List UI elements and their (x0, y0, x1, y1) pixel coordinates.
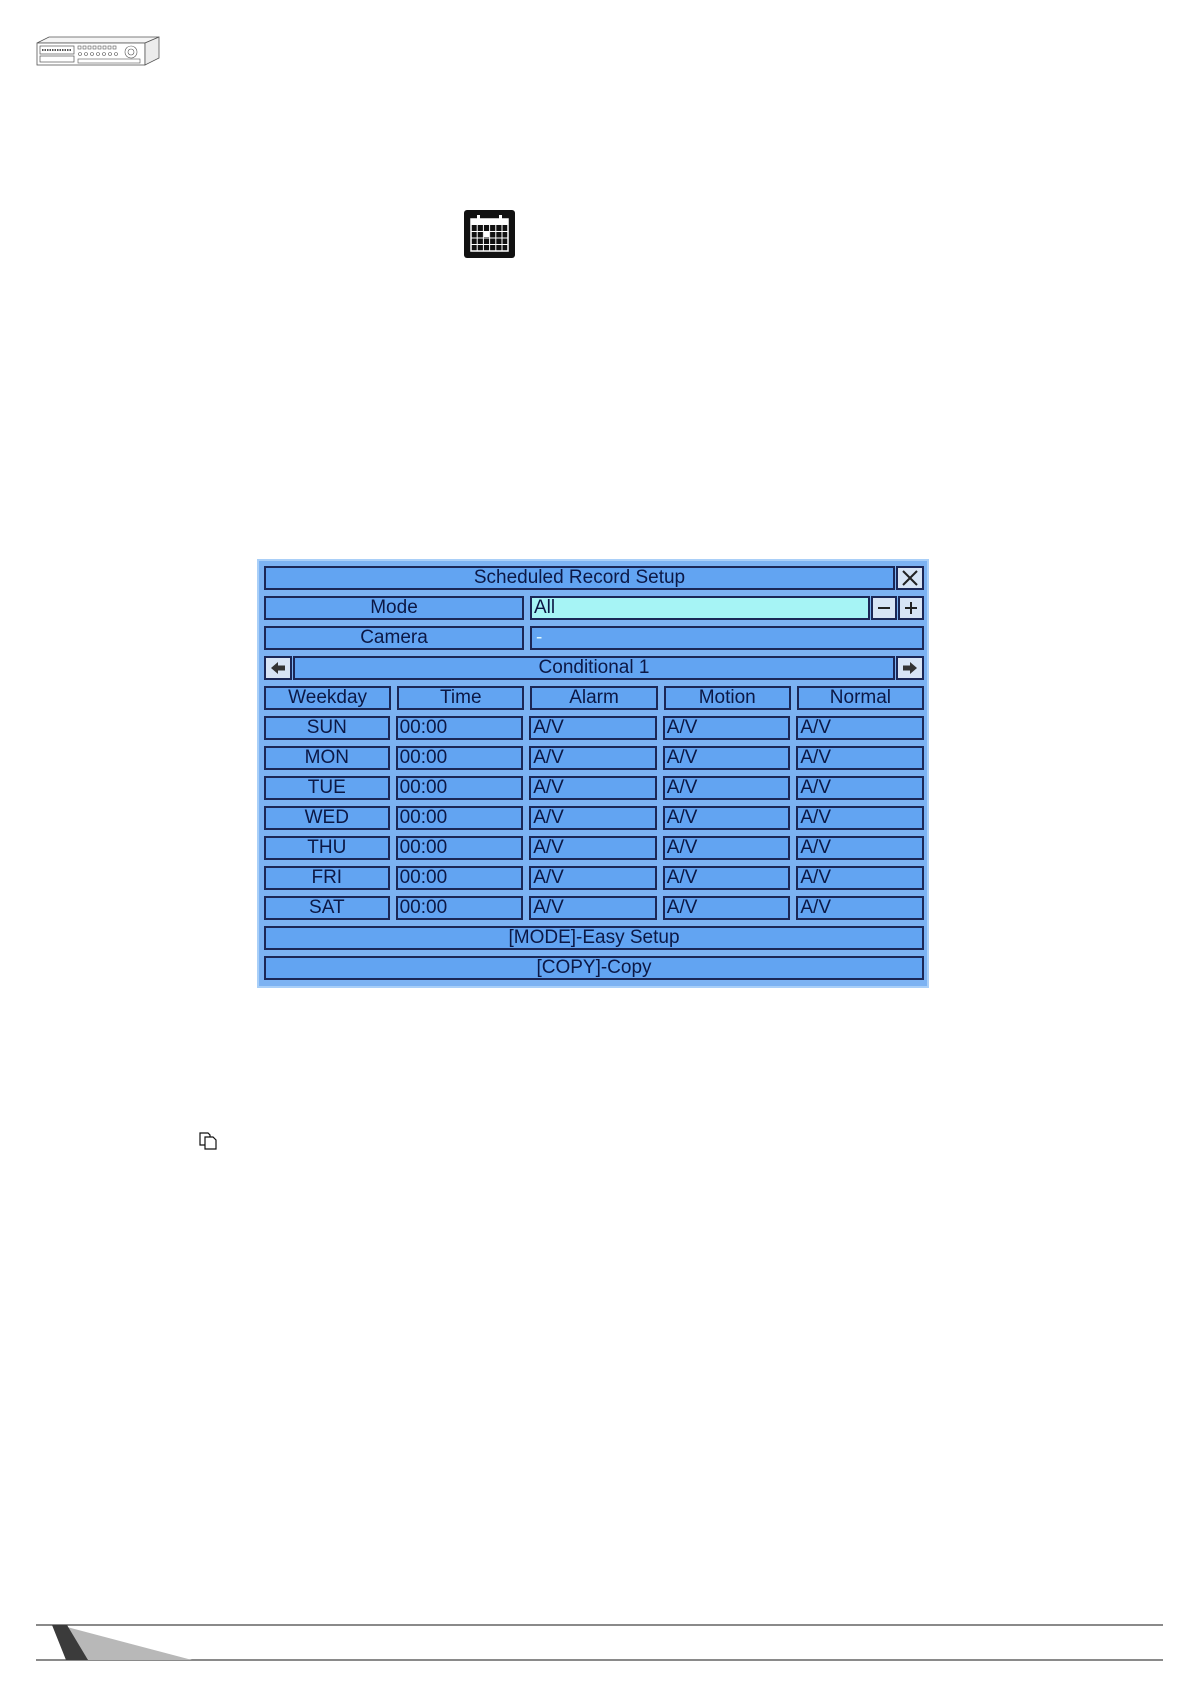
close-icon (901, 570, 919, 586)
column-header-alarm: Alarm (530, 686, 657, 710)
table-header (264, 686, 924, 710)
scheduled-record-setup-dialog (257, 559, 929, 988)
easy-setup-row (264, 926, 924, 950)
condition-label: Conditional 1 (293, 656, 895, 680)
mode-label: Mode (264, 596, 524, 620)
motion-cell[interactable]: A/V (663, 746, 791, 770)
time-cell[interactable]: 00:00 (396, 866, 524, 890)
column-header-weekday: Weekday (264, 686, 391, 710)
plus-icon (903, 600, 919, 616)
arrow-right-icon (901, 660, 919, 676)
motion-cell[interactable]: A/V (663, 776, 791, 800)
previous-condition-button[interactable] (264, 656, 292, 680)
camera-label: Camera (264, 626, 524, 650)
camera-row (264, 626, 924, 650)
table-row (264, 836, 924, 860)
condition-row (264, 656, 924, 680)
table-row (264, 806, 924, 830)
time-cell[interactable]: 00:00 (396, 746, 524, 770)
weekday-cell[interactable]: SAT (264, 896, 390, 920)
table-row (264, 716, 924, 740)
normal-cell[interactable]: A/V (796, 866, 924, 890)
column-header-normal: Normal (797, 686, 924, 710)
alarm-cell[interactable]: A/V (529, 836, 657, 860)
table-row (264, 866, 924, 890)
normal-cell[interactable]: A/V (796, 896, 924, 920)
calendar-schedule-icon (464, 210, 515, 258)
motion-cell[interactable]: A/V (663, 836, 791, 860)
motion-cell[interactable]: A/V (663, 806, 791, 830)
alarm-cell[interactable]: A/V (529, 866, 657, 890)
time-cell[interactable]: 00:00 (396, 896, 524, 920)
next-condition-button[interactable] (896, 656, 924, 680)
footer-stripe-graphic (0, 1615, 1191, 1665)
normal-cell[interactable]: A/V (796, 836, 924, 860)
weekday-cell[interactable]: THU (264, 836, 390, 860)
normal-cell[interactable]: A/V (796, 746, 924, 770)
minus-icon (876, 600, 892, 616)
weekday-cell[interactable]: SUN (264, 716, 390, 740)
alarm-cell[interactable]: A/V (529, 746, 657, 770)
motion-cell[interactable]: A/V (663, 896, 791, 920)
alarm-cell[interactable]: A/V (529, 716, 657, 740)
copy-button[interactable]: [COPY]-Copy (264, 956, 924, 980)
motion-cell[interactable]: A/V (663, 716, 791, 740)
normal-cell[interactable]: A/V (796, 716, 924, 740)
weekday-cell[interactable]: TUE (264, 776, 390, 800)
alarm-cell[interactable]: A/V (529, 896, 657, 920)
table-row (264, 746, 924, 770)
column-header-motion: Motion (664, 686, 791, 710)
table-row (264, 776, 924, 800)
arrow-left-icon (269, 660, 287, 676)
time-cell[interactable]: 00:00 (396, 836, 524, 860)
normal-cell[interactable]: A/V (796, 776, 924, 800)
mode-row (264, 596, 924, 620)
weekday-cell[interactable]: MON (264, 746, 390, 770)
copy-row (264, 956, 924, 980)
copy-icon (198, 1132, 218, 1150)
alarm-cell[interactable]: A/V (529, 806, 657, 830)
normal-cell[interactable]: A/V (796, 806, 924, 830)
mode-value-field[interactable]: All (530, 596, 870, 620)
time-cell[interactable]: 00:00 (396, 716, 524, 740)
mode-decrement-button[interactable] (871, 596, 897, 620)
weekday-cell[interactable]: FRI (264, 866, 390, 890)
time-cell[interactable]: 00:00 (396, 776, 524, 800)
weekday-cell[interactable]: WED (264, 806, 390, 830)
camera-value-field[interactable]: - (530, 626, 924, 650)
table-row (264, 896, 924, 920)
time-cell[interactable]: 00:00 (396, 806, 524, 830)
mode-increment-button[interactable] (898, 596, 924, 620)
column-header-time: Time (397, 686, 524, 710)
motion-cell[interactable]: A/V (663, 866, 791, 890)
alarm-cell[interactable]: A/V (529, 776, 657, 800)
dvr-device-icon (36, 36, 160, 66)
easy-setup-button[interactable]: [MODE]-Easy Setup (264, 926, 924, 950)
title-bar (264, 566, 924, 590)
close-button[interactable] (896, 566, 924, 590)
dialog-title: Scheduled Record Setup (264, 566, 895, 590)
